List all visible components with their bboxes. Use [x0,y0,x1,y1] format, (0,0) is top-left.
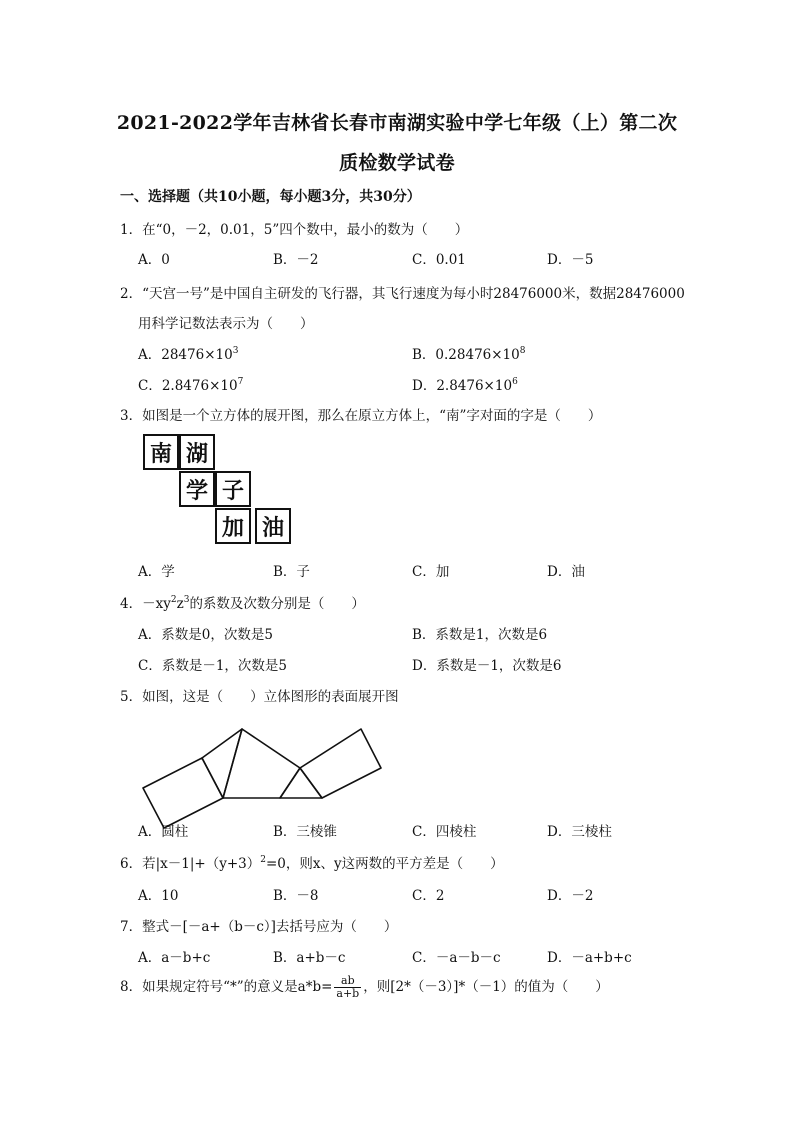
q5-stem: 5．如图，这是（ ）立体图形的表面展开图 [120,689,399,705]
q6-stem-post: =0，则x、y这两数的平方差是（ ） [265,856,504,872]
q2-option-a-base: A．28476×10 [138,347,233,363]
q7-option-a: A．a－b+c [138,950,211,966]
q7-option-c: C．－a－b－c [412,950,501,966]
section-heading: 一、选择题（共10小题，每小题3分，共30分） [120,189,421,205]
q2-option-a-exp: 3 [232,346,239,356]
q2-option-d [412,374,518,394]
q4-stem-mid: z [176,596,184,612]
q3-option-c: C．加 [412,564,450,580]
q4-option-d: D．系数是－1，次数是6 [412,658,562,674]
net-rect-right [300,729,381,798]
cube-cell-you: 油 [255,508,291,544]
q2-stem-line2: 用科学记数法表示为（ ） [138,316,314,332]
q7-stem: 7．整式－[－a+（b－c）]去括号应为（ ） [120,919,398,935]
q3-option-a: A．学 [138,564,175,580]
q4-stem [120,592,365,612]
net-triangle-top-left [202,729,242,798]
q6-stem [120,852,504,872]
q2-option-d-exp: 6 [512,377,518,387]
q6-exp: 2 [260,855,266,865]
q5-option-c: C．四棱柱 [412,824,477,840]
q2-option-d-base: D．2.8476×10 [412,378,513,394]
q6-stem-pre: 6．若|x－1|+（y+3） [120,856,261,872]
net-rect-middle [223,729,300,798]
q5-option-a: A．圆柱 [138,824,189,840]
q8-stem-pre: 8．如果规定符号“*”的意义是a*b= [120,979,333,995]
q2-option-a [138,343,238,363]
q2-option-c-base: C．2.8476×10 [138,378,238,394]
q8-fraction-denominator: a+b [336,987,360,1000]
q8-stem-post: ，则[2*（－3）]*（－1）的值为（ ） [363,979,609,995]
q4-exp-z: 3 [183,595,190,605]
q2-option-b-base: B．0.28476×10 [412,347,520,363]
q2-option-b [412,343,525,363]
q6-option-b: B．－8 [273,888,319,904]
q6-option-c: C．2 [412,888,445,904]
cube-cell-zi: 子 [215,471,251,507]
q1-option-d: D．－5 [547,252,594,268]
q4-option-c: C．系数是－1，次数是5 [138,658,288,674]
cube-cell-jia: 加 [215,508,251,544]
q4-exp-y: 2 [170,595,177,605]
q6-option-d: D．－2 [547,888,594,904]
q1-option-a: A．0 [138,252,170,268]
q4-stem-post: 的系数及次数分别是（ ） [189,596,365,612]
net-triangle-bottom [280,768,322,798]
exam-title-line2: 质检数学试卷 [339,152,455,174]
q3-option-b: B．子 [273,564,310,580]
q2-option-c [138,374,243,394]
q2-stem-line1: 2．“天宫一号”是中国自主研发的飞行器，其飞行速度为每小时28476000米，数据28476000 [120,286,685,302]
q1-stem: 1．在“0，－2，0.01，5”四个数中，最小的数为（ ） [120,222,469,238]
prism-net-figure [0,712,794,832]
q4-stem-pre: 4．－xy [120,596,171,612]
cube-cell-hu: 湖 [179,434,215,470]
q4-option-b: B．系数是1，次数是6 [412,627,548,643]
q6-option-a: A．10 [138,888,179,904]
q8-fraction-numerator: ab [334,975,361,988]
q7-option-b: B．a+b－c [273,950,346,966]
q2-option-c-exp: 7 [237,377,244,387]
q2-option-b-exp: 8 [519,346,526,356]
q1-option-c: C．0.01 [412,252,466,268]
cube-cell-xue: 学 [179,471,215,507]
q3-option-d: D．油 [547,564,585,580]
q1-option-b: B．－2 [273,252,319,268]
q5-option-d: D．三棱柱 [547,824,612,840]
q4-option-a: A．系数是0，次数是5 [138,627,273,643]
q5-option-b: B．三棱锥 [273,824,337,840]
net-rect-left [143,758,223,828]
exam-title-line1: 2021-2022学年吉林省长春市南湖实验中学七年级（上）第二次 [116,112,678,134]
q8-fraction [334,975,361,1000]
cube-cell-nan: 南 [143,434,179,470]
q8-stem [120,975,609,1000]
q3-stem: 3．如图是一个立方体的展开图，那么在原立方体上，“南”字对面的字是（ ） [120,408,602,424]
q7-option-d: D．－a+b+c [547,950,632,966]
